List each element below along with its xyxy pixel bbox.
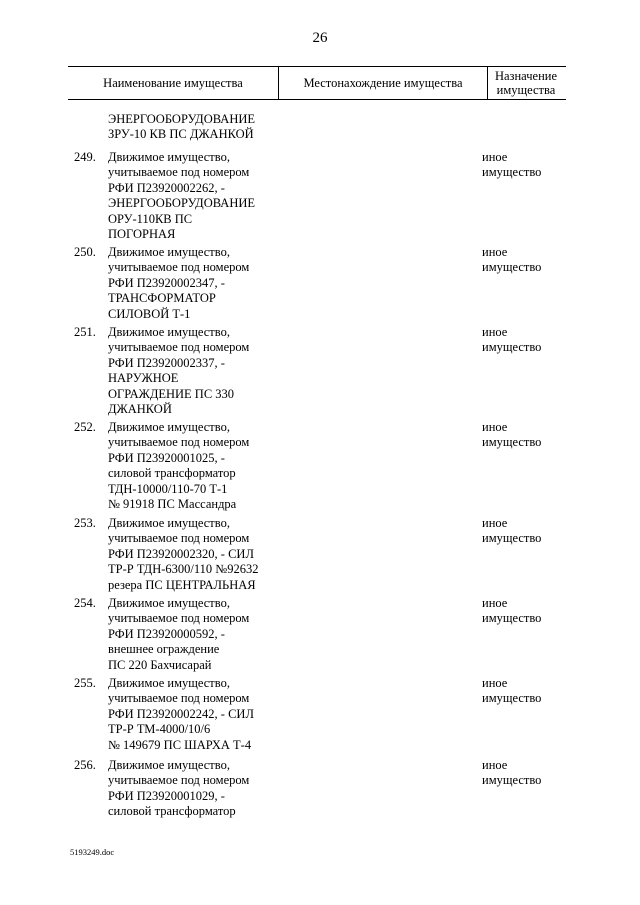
column-header-name: Наименование имущества <box>103 76 243 90</box>
row-number: 252. <box>74 420 96 434</box>
table-header <box>68 66 566 100</box>
row-number: 256. <box>74 758 96 772</box>
column-header-location: Местонахождение имущества <box>278 67 488 99</box>
property-name: Движимое имущество, учитываемое под номером РФИ П23920002347, - ТРАНСФОРМАТОР СИЛОВОЙ Т-1 <box>108 245 250 321</box>
property-purpose: иное имущество <box>482 325 542 355</box>
property-purpose: иное имущество <box>482 420 542 450</box>
continuation-text: ЭНЕРГООБОРУДОВАНИЕ ЗРУ-10 КВ ПС ДЖАНКОЙ <box>108 112 256 142</box>
property-purpose: иное имущество <box>482 245 542 275</box>
property-purpose: иное имущество <box>482 150 542 180</box>
property-name: Движимое имущество, учитываемое под номером РФИ П23920002320, - СИЛ ТР-Р ТДН-6300/110 №92632 резера ПС ЦЕНТРАЛЬНАЯ <box>108 516 259 592</box>
property-name: Движимое имущество, учитываемое под номером РФИ П23920002242, - СИЛ ТР-Р ТМ-4000/10/6 № 149679 ПС ШАРХА Т-4 <box>108 676 254 752</box>
property-purpose: иное имущество <box>482 596 542 626</box>
property-purpose: иное имущество <box>482 516 542 546</box>
property-name: Движимое имущество, учитываемое под номером РФИ П23920002262, - ЭНЕРГООБОРУДОВАНИЕ ОРУ-110КВ ПС ПОГОРНАЯ <box>108 150 256 242</box>
document-filename: 5193249.doc <box>70 847 115 857</box>
row-number: 255. <box>74 676 96 690</box>
property-purpose: иное имущество <box>482 758 542 788</box>
property-name: Движимое имущество, учитываемое под номером РФИ П23920001025, - силовой трансформатор ТДН-10000/110-70 Т-1 № 91918 ПС Массандра <box>108 420 250 512</box>
row-number: 250. <box>74 245 96 259</box>
page-number: 26 <box>312 30 328 46</box>
property-name: Движимое имущество, учитываемое под номером РФИ П23920001029, - силовой трансформатор <box>108 758 250 819</box>
column-header-purpose: Назначение имущества <box>494 69 557 97</box>
row-number: 249. <box>74 150 96 164</box>
property-name: Движимое имущество, учитываемое под номером РФИ П23920000592, - внешнее ограждение ПС 220 Бахчисарай <box>108 596 250 672</box>
row-number: 253. <box>74 516 96 530</box>
property-name: Движимое имущество, учитываемое под номером РФИ П23920002337, - НАРУЖНОЕ ОГРАЖДЕНИЕ ПС 330 ДЖАНКОЙ <box>108 325 250 417</box>
row-number: 251. <box>74 325 96 339</box>
row-number: 254. <box>74 596 96 610</box>
property-purpose: иное имущество <box>482 676 542 706</box>
